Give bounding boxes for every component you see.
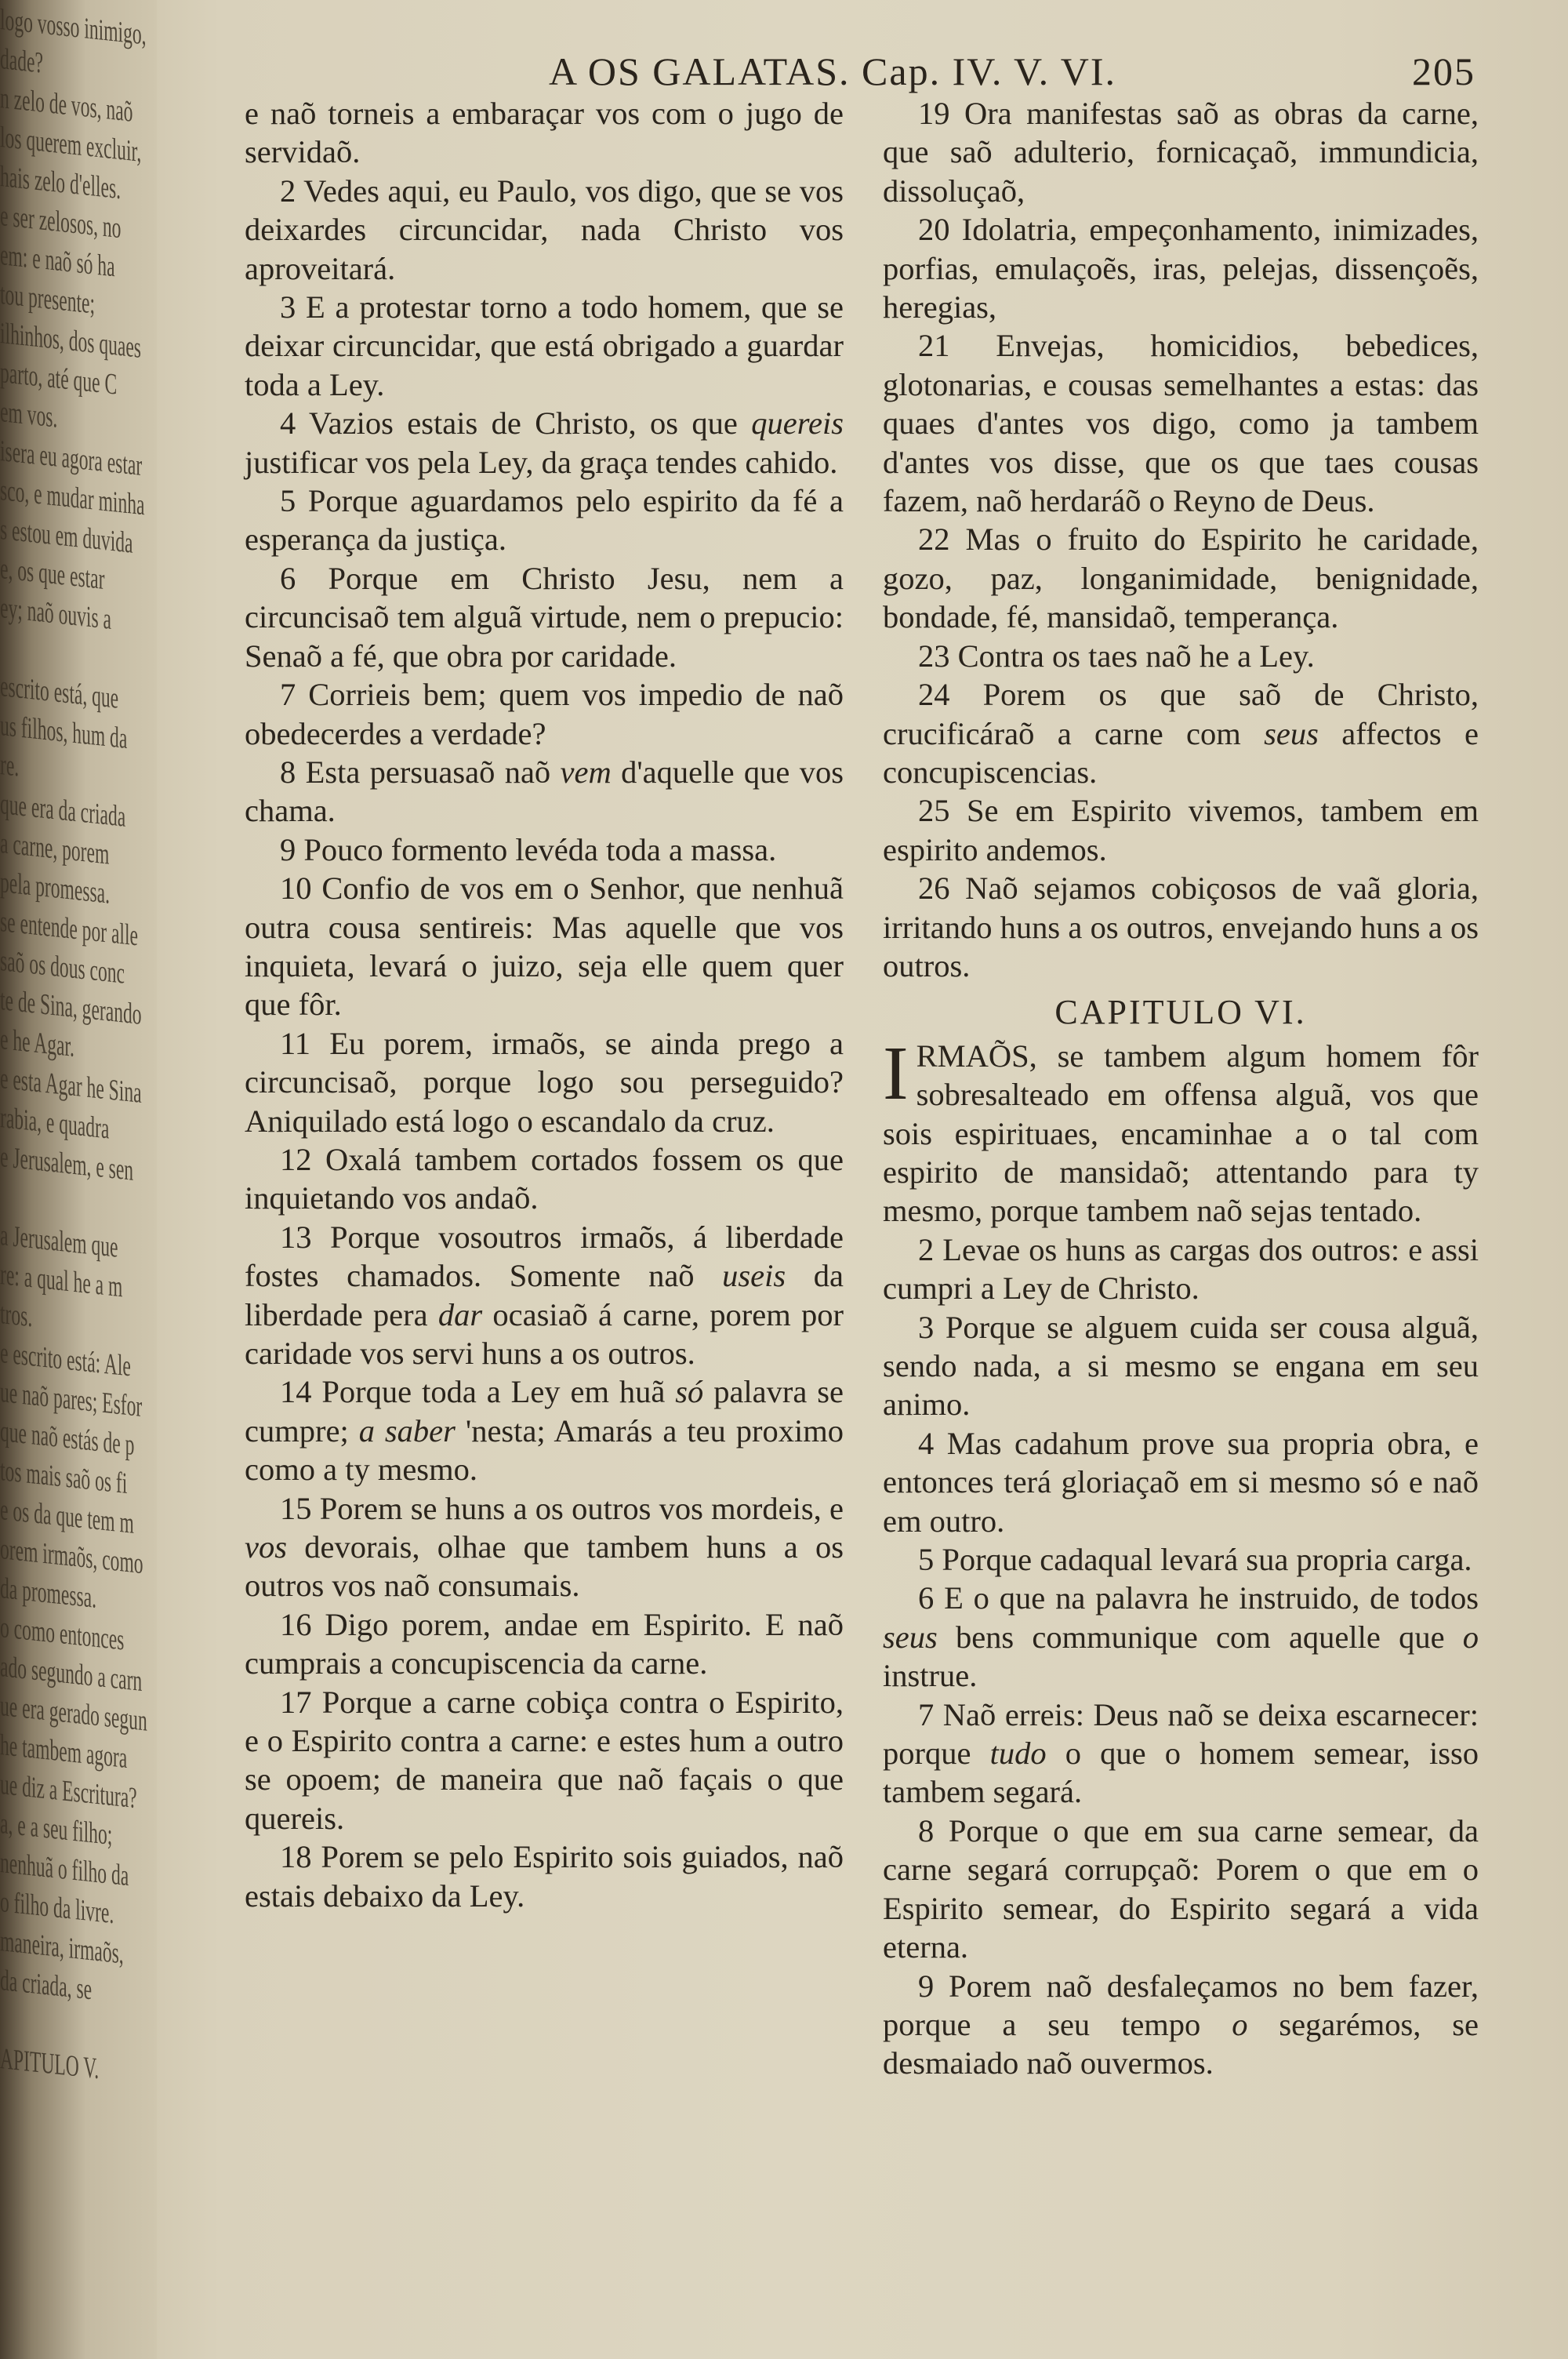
verse-text: 13 Porque vosoutros irmaõs, á liberdade fostes chamados. Somente naõ bbox=[245, 1219, 844, 1294]
facing-page-line: e he Agar. bbox=[0, 1023, 74, 1063]
facing-page-line: los querem excluir, bbox=[0, 121, 142, 169]
verse-text: 8 Esta persuasaõ naõ bbox=[280, 754, 561, 790]
facing-page-line: e escrito está: Ale bbox=[0, 1336, 131, 1383]
verse-text: o que o homem semear, isso tambem segará. bbox=[883, 1736, 1479, 1810]
page-number: 205 bbox=[1412, 49, 1475, 93]
verse-text: 25 Se em Espirito vivemos, tambem em espirito andemos. bbox=[883, 793, 1479, 867]
chapter-intro-verse bbox=[883, 1030, 1479, 1230]
verse-text: justificar vos pela Ley, da graça tendes cahido. bbox=[245, 444, 838, 480]
verse bbox=[245, 869, 844, 1024]
verse-text: 15 Porem se huns a os outros vos mordeis, e bbox=[280, 1490, 844, 1526]
facing-page-line: em vos. bbox=[0, 395, 58, 434]
right-column bbox=[883, 94, 1479, 2083]
verse-text: 2 Vedes aqui, eu Paulo, vos digo, que se vos deixardes circuncidar, nada Christo vos aproveitará. bbox=[245, 173, 844, 286]
verse-text: da liberdade pera bbox=[245, 1258, 844, 1332]
facing-page-line: ue diz a Escritura? bbox=[0, 1768, 137, 1816]
verse-text: 23 Contra os taes naõ he a Ley. bbox=[918, 638, 1315, 674]
verse-text: 6 Porque em Christo Jesu, nem a circuncisaõ tem alguã virtude, nem o prepucio: Senaõ a fé, que obra por caridade. bbox=[245, 560, 844, 674]
italic-text: seus bbox=[1264, 715, 1319, 751]
facing-page-line: tros. bbox=[0, 1297, 33, 1334]
verse-text: 'nesta; Amarás a teu proximo como a ty mesmo. bbox=[245, 1412, 844, 1488]
italic-text: tudo bbox=[989, 1736, 1047, 1772]
verse-text: segarémos, se desmaiado naõ ouvermos. bbox=[883, 2006, 1479, 2081]
facing-page-line: pela promessa. bbox=[0, 866, 111, 911]
verse bbox=[883, 1230, 1479, 1308]
verse bbox=[245, 1605, 844, 1683]
facing-page-line: isera eu agora estar bbox=[0, 434, 143, 483]
verse-text: bens communique com aquelle que bbox=[937, 1619, 1463, 1655]
verse-text: 12 Oxalá tambem cortados fossem os que inquietando vos andaõ. bbox=[245, 1141, 844, 1216]
facing-page-line: a carne, porem bbox=[0, 827, 110, 871]
verse-text: d'aquelle que vos chama. bbox=[245, 754, 844, 829]
facing-page-line: te de Sina, gerando bbox=[0, 983, 142, 1031]
italic-text: o bbox=[1462, 1619, 1479, 1655]
verse-text: 22 Mas o fruito do Espirito he caridade, gozo, paz, longanimidade, benignidade, bondade, fé, mansidaõ, temperança. bbox=[883, 522, 1479, 635]
verse bbox=[245, 1683, 844, 1838]
italic-text: quereis bbox=[751, 405, 844, 442]
facing-page-line: ilhinhos, dos quaes bbox=[0, 317, 141, 365]
facing-page-line: us filhos, hum da bbox=[0, 709, 128, 756]
verse-text: devorais, olhae que tambem huns a os outros vos naõ consumais. bbox=[245, 1529, 844, 1604]
verse bbox=[245, 94, 844, 172]
verse-text: 3 E a protestar torno a todo homem, que se deixar circuncidar, que está obrigado a guardar toda a Ley. bbox=[245, 289, 844, 402]
verse bbox=[883, 326, 1479, 520]
facing-page-line: e os da que tem m bbox=[0, 1493, 134, 1540]
verse bbox=[245, 1024, 844, 1140]
verse-text: 4 Vazios estais de Christo, os que bbox=[280, 405, 752, 442]
italic-text: dar bbox=[437, 1296, 483, 1332]
facing-page-line: re. bbox=[0, 748, 20, 783]
facing-page-line: he tambem agora bbox=[0, 1728, 128, 1776]
verse bbox=[245, 1218, 844, 1373]
verse-text: 16 Digo porem, andae em Espirito. E naõ cumprais a concupiscencia da carne. bbox=[245, 1606, 844, 1681]
verse bbox=[883, 1967, 1479, 2083]
running-title: A OS GALATAS. Cap. IV. V. VI. bbox=[549, 49, 1117, 93]
verse-text: 21 Envejas, homicidios, bebedices, glotonarias, e cousas semelhantes a estas: das quaes d'antes vos digo, como ja tambem d'antes vos disse, que os que taes cousas fazem, naõ herdaráõ o Reyno de Deus. bbox=[883, 328, 1479, 519]
verse bbox=[883, 1308, 1479, 1424]
verse-text: 6 E o que na palavra he instruido, de todos bbox=[918, 1580, 1479, 1616]
facing-page-line: da promessa. bbox=[0, 1572, 97, 1615]
verse bbox=[883, 210, 1479, 326]
facing-page-line: ado segundo a carn bbox=[0, 1650, 143, 1699]
left-column bbox=[245, 94, 844, 1915]
facing-page-line: maneira, irmaõs, bbox=[0, 1925, 124, 1971]
facing-page-line: o como entonces bbox=[0, 1611, 125, 1657]
verse bbox=[245, 1372, 844, 1488]
facing-page-line: saõ os dous conc bbox=[0, 944, 125, 990]
verse bbox=[245, 404, 844, 482]
verse-text: 9 Porem naõ desfaleçamos no bem fazer, porque a seu tempo bbox=[883, 1968, 1479, 2042]
verse bbox=[883, 675, 1479, 791]
verse-text: 5 Porque aguardamos pelo espirito da fé a esperança da justiça. bbox=[245, 483, 844, 558]
verse-text: 3 Porque se alguem cuida ser cousa alguã, sendo nada, a si mesmo se engana em seu animo. bbox=[883, 1309, 1479, 1423]
italic-text: vem bbox=[560, 754, 612, 790]
verse bbox=[883, 1540, 1479, 1579]
facing-page-line: ue naõ pares; Esfor bbox=[0, 1376, 143, 1424]
verse-text: e naõ torneis a embaraçar vos com o jugo de servidaõ. bbox=[245, 96, 844, 170]
facing-page-line: em: e naõ só ha bbox=[0, 238, 115, 284]
italic-text: seus bbox=[883, 1619, 938, 1655]
facing-page-line: n zelo de vos, naõ bbox=[0, 82, 133, 129]
chapter-intro-text: RMAÕS, se tambem algum homem fôr sobresalteado em offensa alguã, vos que sois espirituaes, encaminhae a o tal com espirito de mansidaõ; attentando para ty mesmo, porque tambem naõ sejas tentado. bbox=[883, 1038, 1479, 1229]
facing-page-line: sco, e mudar minha bbox=[0, 474, 145, 522]
verse bbox=[245, 288, 844, 404]
verse bbox=[883, 520, 1479, 636]
verse-text: 11 Eu porem, irmaõs, se ainda prego a circuncisaõ, porque logo sou perseguido? Aniquilado está logo o escandalo da cruz. bbox=[245, 1025, 844, 1139]
facing-page-line: nenhuã o filho da bbox=[0, 1846, 129, 1893]
facing-page-gutter bbox=[0, 0, 157, 2359]
facing-page-line: o filho da livre. bbox=[0, 1885, 114, 1931]
facing-page-line: rabia, e quadra bbox=[0, 1101, 110, 1146]
verse bbox=[245, 1837, 844, 1915]
verse-text: 17 Porque a carne cobiça contra o Espirito, e o Espirito contra a carne: e estes hum a outro se opoem; de maneira que naõ façais o que quereis. bbox=[245, 1684, 844, 1836]
verse-text: 2 Levae os huns as cargas dos outros: e assi cumpri a Ley de Christo. bbox=[883, 1231, 1479, 1307]
right-column-chapter-v bbox=[883, 94, 1479, 985]
italic-text: vos bbox=[245, 1529, 287, 1565]
verse bbox=[883, 94, 1479, 210]
verse bbox=[245, 1140, 844, 1218]
verse-text: 26 Naõ sejamos cobiçosos de vaã gloria, irritando huns a os outros, envejando huns a os outros. bbox=[883, 871, 1479, 983]
verse bbox=[883, 1424, 1479, 1540]
facing-page-line: que era da criada bbox=[0, 787, 126, 834]
verse bbox=[245, 753, 844, 831]
italic-text: useis bbox=[722, 1258, 786, 1294]
verse bbox=[245, 675, 844, 753]
facing-page-line: ue era gerado segun bbox=[0, 1689, 147, 1738]
italic-text: a saber bbox=[358, 1412, 456, 1448]
verse bbox=[883, 637, 1479, 675]
verse-text: 4 Mas cadahum prove sua propria obra, e entonces terá gloriaçaõ em si mesmo só e naõ em outro. bbox=[883, 1425, 1479, 1539]
verse bbox=[883, 1579, 1479, 1695]
verse-text: 7 Corrieis bem; quem vos impedio de naõ obedecerdes a verdade? bbox=[245, 677, 844, 751]
verse bbox=[245, 172, 844, 288]
verse-text: 9 Pouco formento levéda toda a massa. bbox=[280, 831, 777, 867]
facing-page-line: e esta Agar he Sina bbox=[0, 1062, 142, 1110]
facing-page-line: logo vosso inimigo, bbox=[0, 3, 147, 52]
verse bbox=[245, 559, 844, 675]
facing-page-line: e, os que estar bbox=[0, 552, 105, 597]
verse-text: 14 Porque toda a Ley em huã bbox=[280, 1374, 676, 1410]
verse-text: palavra se cumpre; bbox=[245, 1374, 844, 1448]
verse bbox=[883, 1696, 1479, 1812]
verse bbox=[883, 869, 1479, 985]
verse bbox=[245, 482, 844, 559]
facing-page-line: hais zelo d'elles. bbox=[0, 160, 122, 206]
verse-text: affectos e concupiscencias. bbox=[883, 715, 1479, 790]
verse-text: 20 Idolatria, empeçonhamento, inimizades, porfias, emulaçoẽs, iras, pelejas, dissençoẽs, heregias, bbox=[883, 212, 1479, 325]
drop-cap: I bbox=[883, 1030, 909, 1116]
facing-page-line: escrito está, que bbox=[0, 670, 119, 715]
facing-page-line: a Jerusalem que bbox=[0, 1219, 118, 1264]
facing-page-line: tos mais saõ os fi bbox=[0, 1454, 128, 1501]
right-column-chapter-vi bbox=[883, 1230, 1479, 2083]
facing-page-line: ey; naõ ouvis a bbox=[0, 591, 111, 636]
facing-page-line: que naõ estás de p bbox=[0, 1415, 135, 1463]
verse bbox=[883, 791, 1479, 869]
verse bbox=[245, 1489, 844, 1605]
verse-text: 7 Naõ erreis: Deus naõ se deixa escarnecer: porque bbox=[883, 1696, 1479, 1772]
verse-text: 24 Porem os que saõ de Christo, crucificáraõ a carne com bbox=[883, 677, 1479, 751]
italic-text: o bbox=[1232, 2006, 1248, 2042]
facing-page-line: e ser zelosos, no bbox=[0, 199, 122, 245]
facing-page-line: s estou em duvida bbox=[0, 513, 133, 560]
facing-page-line: tou presente; bbox=[0, 278, 96, 321]
verse-text: 19 Ora manifestas saõ as obras da carne, que saõ adulterio, fornicaçaõ, immundicia, dissoluçaõ, bbox=[883, 96, 1479, 209]
facing-page-line: dade? bbox=[0, 42, 43, 80]
verse bbox=[245, 831, 844, 869]
facing-page-line: APITULO V. bbox=[0, 2042, 100, 2086]
facing-page-text bbox=[0, 0, 147, 2089]
facing-page-line: parto, até que C bbox=[0, 356, 118, 402]
verse-text: 10 Confio de vos em o Senhor, que nenhuã outra cousa sentireis: Mas aquelle que vos inquieta, levará o juizo, seja elle quem quer que fôr. bbox=[245, 871, 844, 1023]
facing-page-line: se entende por alle bbox=[0, 905, 138, 953]
facing-page-line: e Jerusalem, e sen bbox=[0, 1140, 134, 1187]
verse-text: 8 Porque o que em sua carne semear, da carne segará corrupçaõ: Porem o que em o Espirito semear, do Espirito segará a vida eterna. bbox=[883, 1812, 1479, 1965]
italic-text: só bbox=[675, 1374, 704, 1410]
verse-text: ocasiaõ á carne, porem por caridade vos servi huns a os outros. bbox=[245, 1296, 844, 1371]
verse-text: 5 Porque cadaqual levará sua propria carga. bbox=[918, 1542, 1472, 1578]
verse-text: instrue. bbox=[883, 1658, 978, 1694]
chapter-heading: CAPITULO VI. bbox=[1054, 993, 1307, 1032]
facing-page-line: da criada, se bbox=[0, 1964, 93, 2007]
verse-text: 18 Porem se pelo Espirito sois guiados, naõ estais debaixo da Ley. bbox=[245, 1839, 844, 1914]
verse bbox=[883, 1812, 1479, 1967]
facing-page-line: a, e a seu filho; bbox=[0, 1807, 113, 1852]
facing-page-line: re: a qual he a m bbox=[0, 1258, 123, 1304]
facing-page-line: orem irmaõs, como bbox=[0, 1532, 143, 1581]
